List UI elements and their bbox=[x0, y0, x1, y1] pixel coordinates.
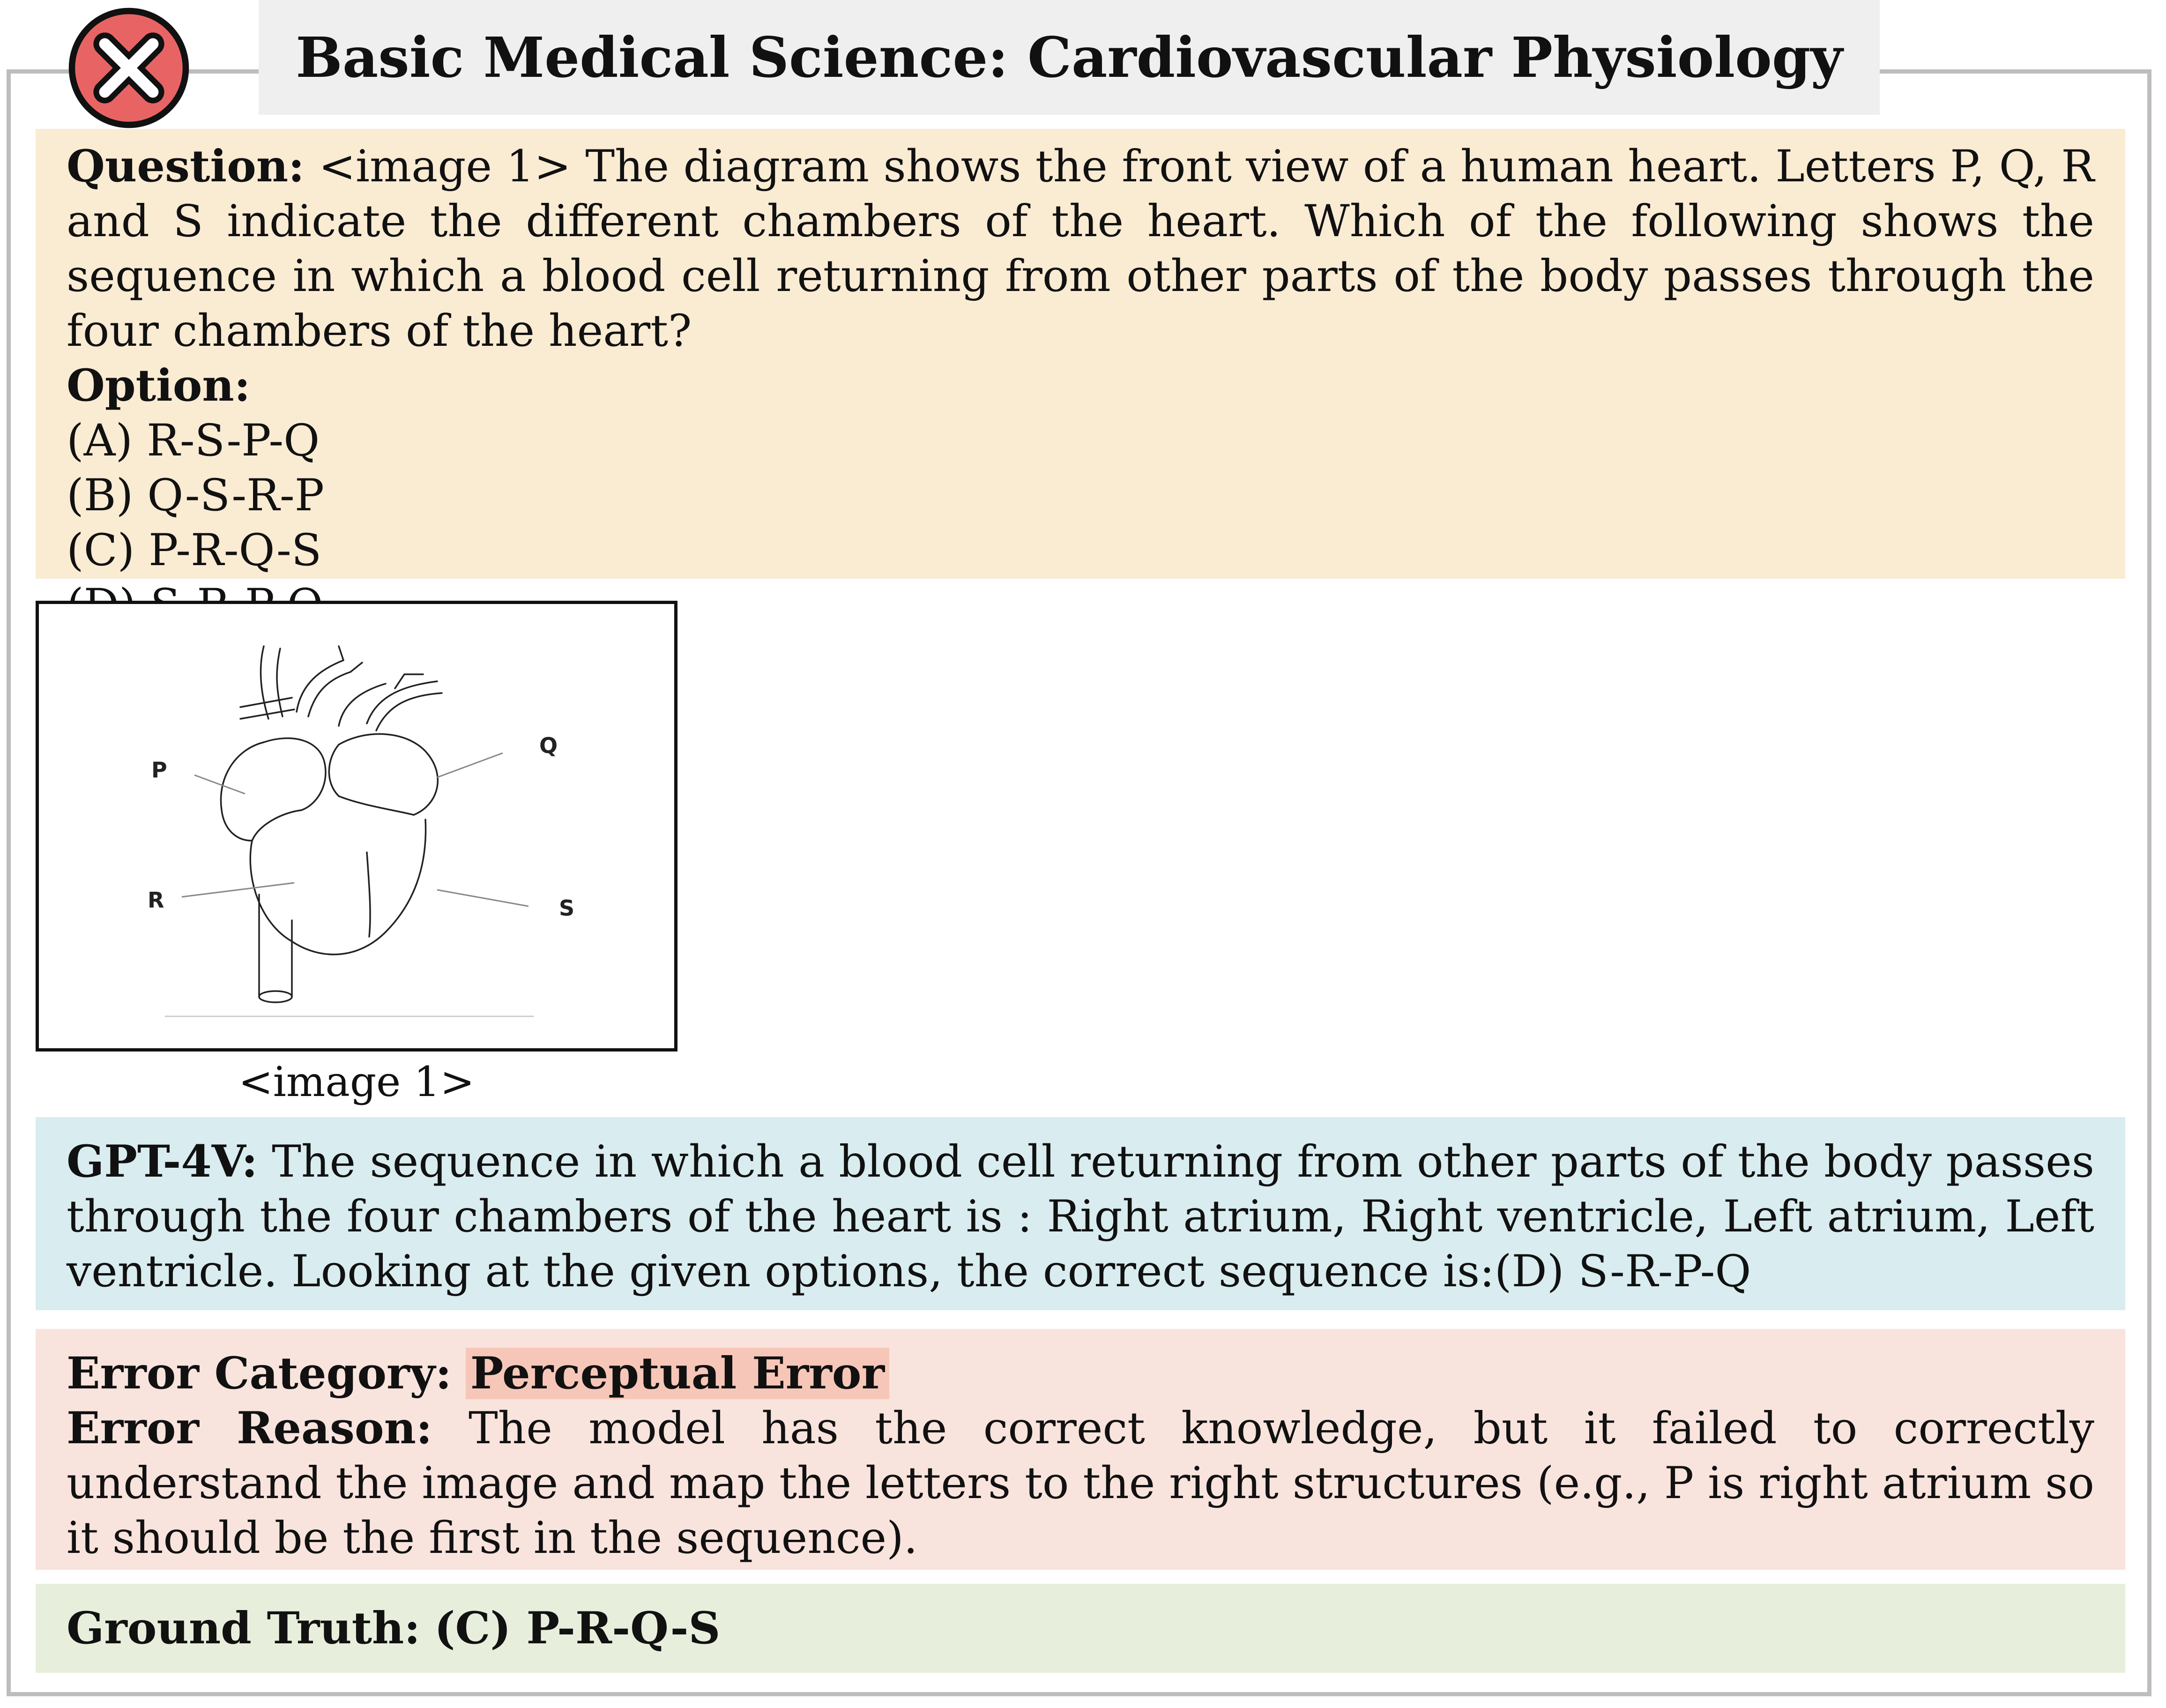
heart-diagram bbox=[39, 604, 674, 1048]
gpt4v-text: The sequence in which a blood cell returning from other parts of the body passes through the four chambers of the heart is : Right atrium, Right ventricle, Left atrium, Left ventricle. Looking at the given options, the correct sequence is:(D) S-R-P-Q bbox=[67, 1136, 2094, 1297]
heart-figure bbox=[36, 601, 677, 1052]
gpt4v-paragraph bbox=[67, 1134, 2094, 1299]
gpt4v-label: GPT-4V: bbox=[67, 1136, 258, 1187]
figure-caption: <image 1> bbox=[238, 1058, 475, 1106]
ground-truth-box bbox=[36, 1584, 2125, 1673]
title-bar bbox=[259, 0, 1880, 115]
ground-truth-label: Ground Truth: bbox=[67, 1602, 421, 1654]
label-q: Q bbox=[539, 733, 558, 758]
error-category-line bbox=[67, 1346, 2094, 1401]
ground-truth-value: (C) P-R-Q-S bbox=[434, 1602, 721, 1654]
error-reason-paragraph bbox=[67, 1401, 2094, 1566]
label-p: P bbox=[151, 757, 167, 783]
question-text: <image 1> The diagram shows the front view of a human heart. Letters P, Q, R and S indicate the different chambers of the heart. Which of the following shows the sequence in which a blood cell returning from other parts of the body passes through the four chambers of the heart? bbox=[67, 141, 2094, 357]
option-a: (A) R-S-P-Q bbox=[67, 415, 320, 466]
label-r: R bbox=[148, 888, 164, 913]
wrong-x-icon bbox=[66, 5, 192, 131]
error-reason-label: Error Reason: bbox=[67, 1402, 432, 1454]
question-paragraph bbox=[67, 139, 2094, 358]
option-c: (C) P-R-Q-S bbox=[67, 525, 322, 576]
error-category-value: Perceptual Error bbox=[466, 1348, 889, 1399]
label-s: S bbox=[559, 895, 575, 921]
error-reason-text: The model has the correct knowledge, but it failed to correctly understand the image and map the letters to the right structures (e.g., P is right atrium so it should be the first in the sequence). bbox=[67, 1403, 2094, 1564]
option-label: Option: bbox=[67, 360, 251, 411]
question-label: Question: bbox=[67, 141, 305, 192]
option-b: (B) Q-S-R-P bbox=[67, 470, 324, 521]
question-box bbox=[36, 129, 2125, 579]
page-title: Basic Medical Science: Cardiovascular Physiology bbox=[296, 25, 1843, 90]
gpt4v-box bbox=[36, 1117, 2125, 1310]
error-category-label: Error Category: bbox=[67, 1348, 452, 1399]
error-box bbox=[36, 1329, 2125, 1570]
